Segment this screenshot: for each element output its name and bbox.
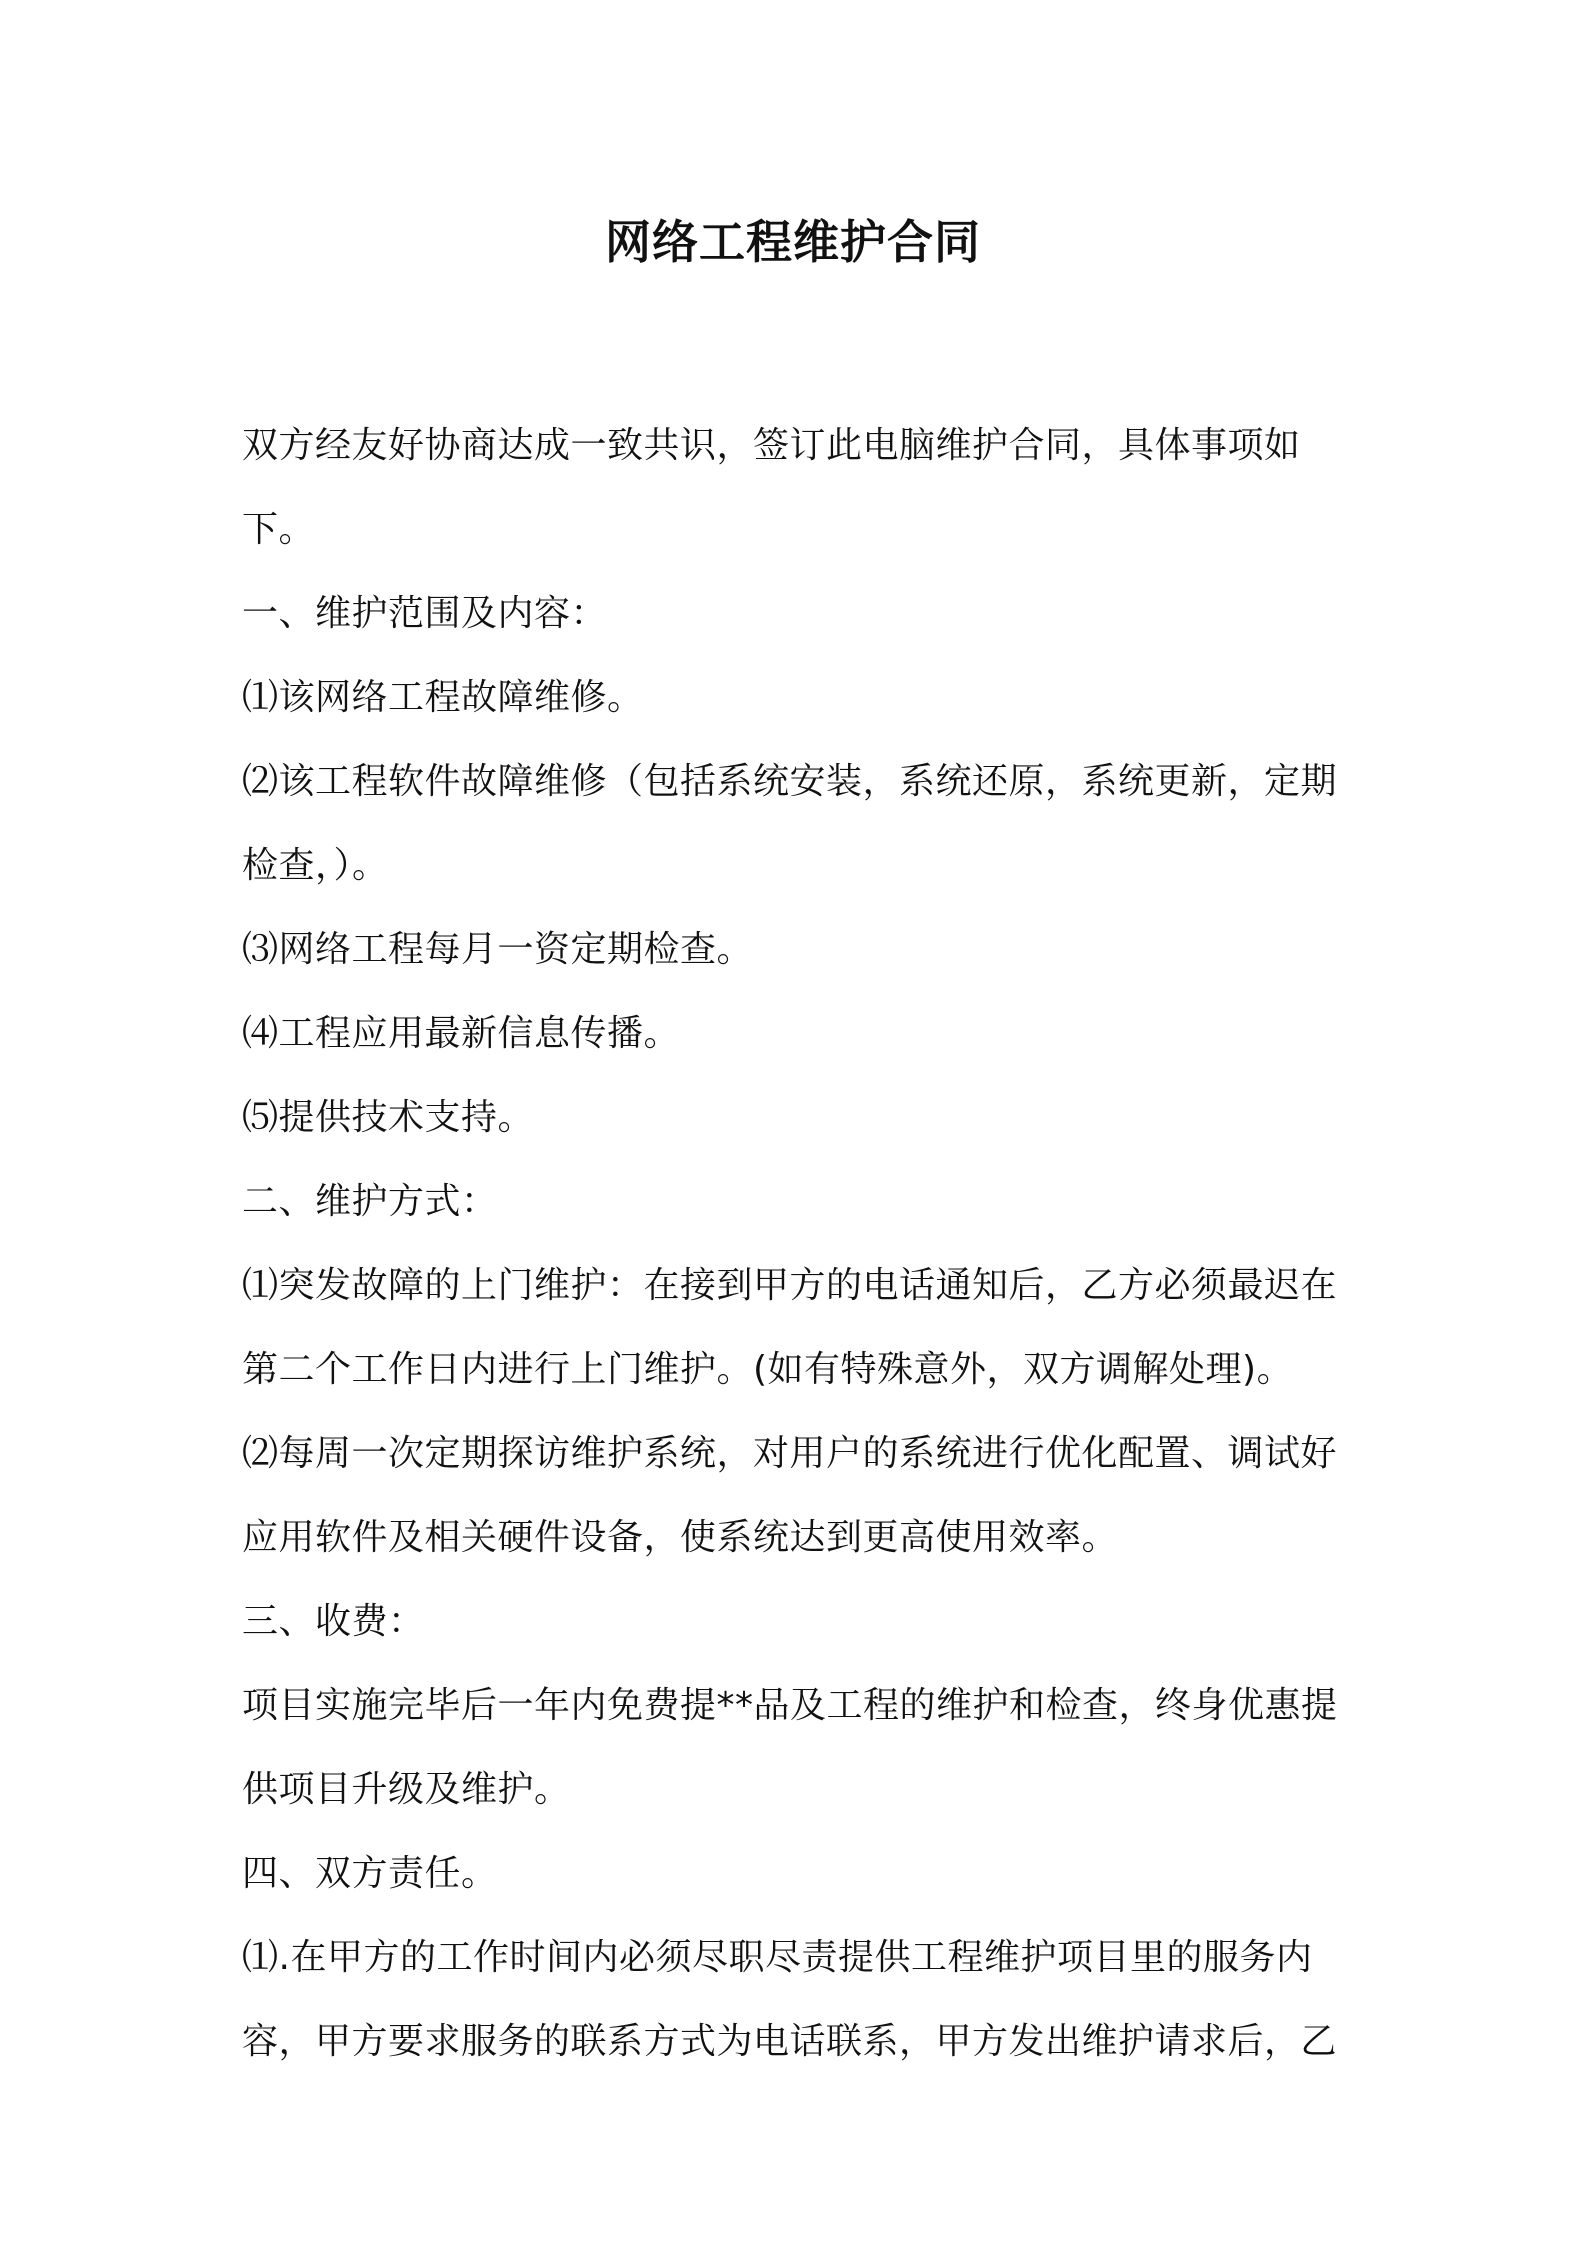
section-heading-method: 二、维护方式： bbox=[242, 1181, 498, 1222]
document-body bbox=[242, 404, 1360, 2084]
method-item-1: ⑴突发故障的上门维护：在接到甲方的电话通知后，乙方必须最迟在第二个工作日内进行上门维护。(如有特殊意外，双方调解处理)。 bbox=[242, 1265, 1338, 1390]
section-heading-scope: 一、维护范围及内容： bbox=[242, 593, 608, 634]
intro-paragraph: 双方经友好协商达成一致共识，签订此电脑维护合同，具体事项如下。 bbox=[242, 425, 1301, 550]
responsibility-item-1: ⑴.在甲方的工作时间内必须尽职尽责提供工程维护项目里的服务内容，甲方要求服务的联系方式为电话联系，甲方发出维护请求后，乙 bbox=[242, 1937, 1338, 2062]
scope-item-5: ⑸提供技术支持。 bbox=[242, 1097, 535, 1138]
fees-paragraph: 项目实施完毕后一年内免费提**品及工程的维护和检查，终身优惠提供项目升级及维护。 bbox=[242, 1685, 1338, 1810]
scope-item-1: ⑴该网络工程故障维修。 bbox=[242, 677, 644, 718]
section-heading-fees: 三、收费： bbox=[242, 1601, 425, 1642]
method-item-2: ⑵每周一次定期探访维护系统，对用户的系统进行优化配置、调试好应用软件及相关硬件设备，使系统达到更高使用效率。 bbox=[242, 1433, 1338, 1558]
scope-item-2: ⑵该工程软件故障维修（包括系统安装，系统还原，系统更新，定期检查，）。 bbox=[242, 761, 1338, 886]
scope-item-4: ⑷工程应用最新信息传播。 bbox=[242, 1013, 681, 1054]
document-title: 网络工程维护合同 bbox=[605, 215, 981, 269]
section-heading-responsibilities: 四、双方责任。 bbox=[242, 1853, 498, 1894]
scope-item-3: ⑶网络工程每月一资定期检查。 bbox=[242, 929, 754, 970]
